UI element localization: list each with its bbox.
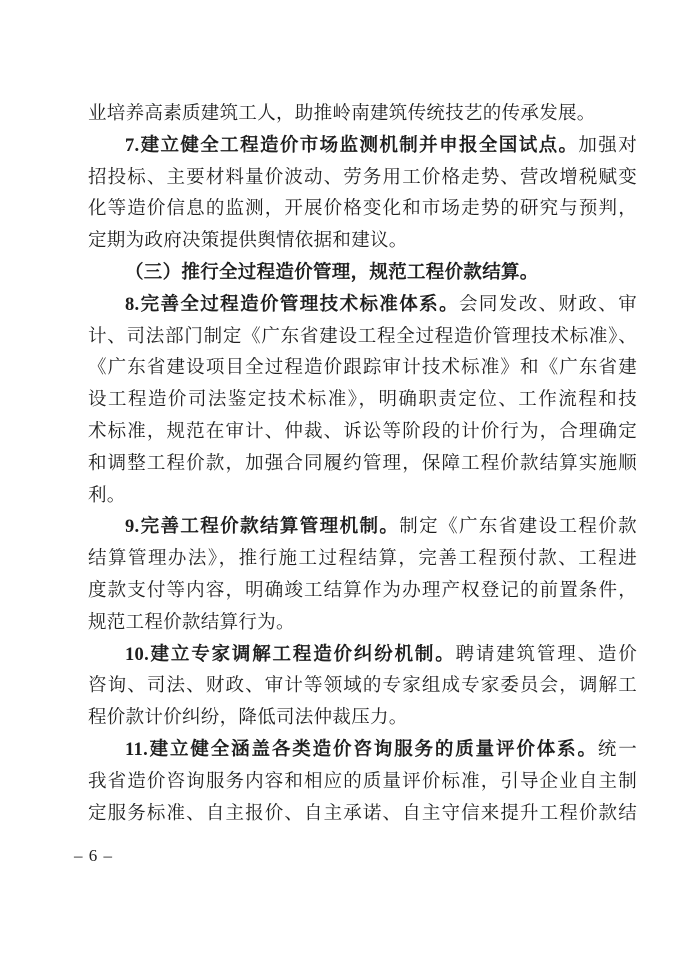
- text-line: [88, 640, 637, 672]
- body-text: 和调整工程价款，加强合同履约管理，保障工程价款结算实施顺: [88, 453, 637, 474]
- body-text: 聘请建筑管理、造价: [455, 644, 638, 665]
- text-line: [88, 353, 637, 385]
- page-number: – 6 –: [74, 846, 113, 865]
- body-text: 定服务标准、自主报价、自主承诺、自主守信来提升工程价款结: [88, 803, 637, 824]
- body-text: 我省造价咨询服务内容和相应的质量评价标准，引导企业自主制: [88, 771, 637, 792]
- body-text: 利。: [88, 485, 126, 506]
- heading-text: （三）推行全过程造价管理，规范工程价款结算。: [125, 262, 539, 283]
- text-line: [88, 385, 637, 417]
- body-text: 规范工程价款结算行为。: [88, 612, 295, 633]
- body-text: 结算管理办法》，推行施工过程结算，完善工程预付款、工程进: [88, 549, 637, 570]
- body-text: 统一: [597, 739, 638, 760]
- text-line: [88, 799, 637, 831]
- body-text: 化等造价信息的监测，开展价格变化和市场走势的研究与预判，: [88, 199, 637, 220]
- text-line: [88, 576, 637, 608]
- text-line: [88, 481, 637, 513]
- body-text: 业培养高素质建筑工人，助推岭南建筑传统技艺的传承发展。: [88, 104, 596, 124]
- text-line: [88, 163, 637, 195]
- text-line: [88, 417, 637, 449]
- text-line: [88, 194, 637, 226]
- heading-text: 7.建立健全工程造价市场监测机制并申报全国试点。: [125, 135, 579, 156]
- body-text: 制定《广东省建设工程价款: [399, 517, 637, 538]
- body-text: 加强对: [578, 135, 638, 156]
- body-text: 术标准，规范在审计、仲裁、诉讼等阶段的计价行为，合理确定: [88, 421, 637, 442]
- body-text: 度款支付等内容，明确竣工结算作为办理产权登记的前置条件，: [88, 580, 637, 601]
- heading-text: 8.完善全过程造价管理技术标准体系。: [125, 294, 459, 315]
- document-body: [88, 99, 637, 830]
- text-line: [88, 226, 637, 258]
- body-text: 设工程造价司法鉴定技术标准》，明确职责定位、工作流程和技: [88, 390, 637, 411]
- heading-text: 9.完善工程价款结算管理机制。: [125, 517, 400, 538]
- text-line: [88, 512, 637, 544]
- text-line: [88, 322, 637, 354]
- text-line: [88, 608, 637, 640]
- body-text: 咨询、司法、财政、审计等领域的专家组成专家委员会，调解工: [88, 676, 637, 697]
- text-line: [88, 767, 637, 799]
- body-text: 《广东省建设项目全过程造价跟踪审计技术标准》和《广东省建: [88, 358, 637, 379]
- body-text: 程价款计价纠纷，降低司法仲裁压力。: [88, 708, 408, 729]
- text-line: [88, 290, 637, 322]
- text-line: [88, 258, 637, 290]
- body-text: 计、司法部门制定《广东省建设工程全过程造价管理技术标准》、: [88, 326, 637, 347]
- body-text: 会同发改、财政、审: [459, 294, 638, 315]
- text-line: [88, 131, 637, 163]
- text-line: [88, 449, 637, 481]
- text-line: [88, 735, 637, 767]
- body-text: 定期为政府决策提供舆情依据和建议。: [88, 231, 408, 252]
- text-line: [88, 99, 637, 131]
- heading-text: 10.建立专家调解工程造价纠纷机制。: [125, 644, 456, 665]
- text-line: [88, 544, 637, 576]
- text-line: [88, 703, 637, 735]
- heading-text: 11.建立健全涵盖各类造价咨询服务的质量评价体系。: [125, 739, 598, 760]
- body-text: 招投标、主要材料量价波动、劳务用工价格走势、营改增税赋变: [88, 167, 637, 188]
- text-line: [88, 671, 637, 703]
